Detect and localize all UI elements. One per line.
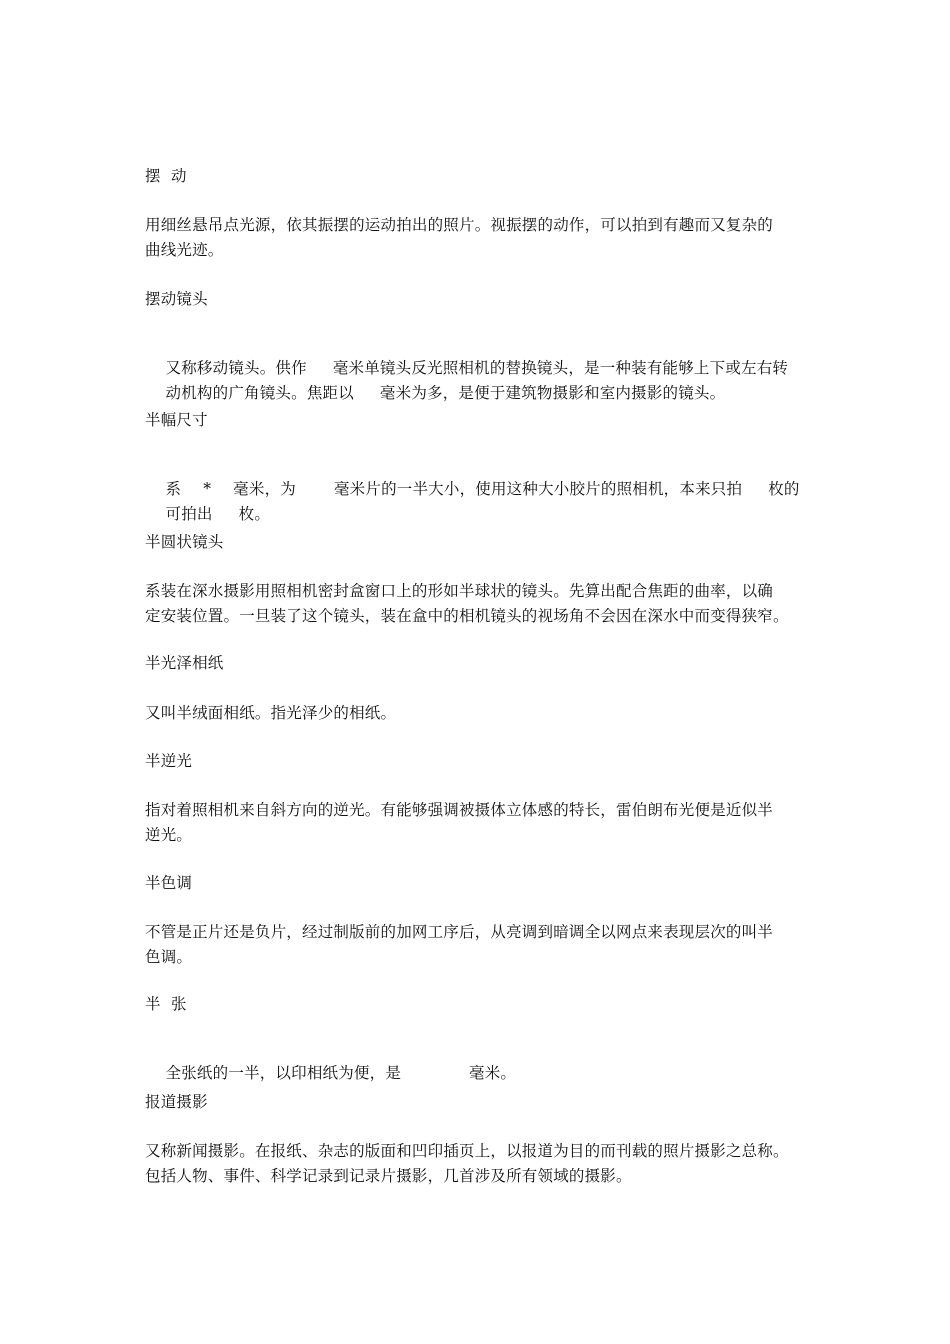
text-segment: 可拍出 bbox=[165, 505, 213, 523]
entry-definition-line: 又称新闻摄影。在报纸、杂志的版面和凹印插页上，以报道为目的而刊载的照片摄影之总称。 bbox=[145, 1142, 789, 1160]
entry-term: 半逆光 bbox=[145, 752, 193, 770]
text-segment: 枚。 bbox=[238, 505, 271, 523]
entry-definition-line: 用细丝悬吊点光源，依其振摆的运动拍出的照片。视振摆的动作，可以拍到有趣而又复杂的 bbox=[145, 216, 774, 234]
text-segment: 毫米单镜头反光照相机的替换镜头，是一种装有能够上下或左右转 bbox=[332, 359, 789, 377]
entry-term: 摆 动 bbox=[145, 167, 187, 185]
entry-term: 半圆状镜头 bbox=[145, 533, 224, 551]
entry-definition-line: 色调。 bbox=[145, 948, 193, 966]
text-segment: 毫米为多，是便于建筑物摄影和室内摄影的镜头。 bbox=[379, 384, 726, 402]
entry-definition-line: 曲线光迹。 bbox=[145, 241, 224, 259]
text-segment: 系 bbox=[165, 480, 182, 498]
text-segment: 毫米。 bbox=[469, 1064, 517, 1082]
entry-term: 半色调 bbox=[145, 874, 193, 892]
text-segment: 动机构的广角镜头。焦距以 bbox=[165, 384, 354, 402]
entry-term: 报道摄影 bbox=[145, 1093, 208, 1111]
entry-definition-line: 系装在深水摄影用照相机密封盒窗口上的形如半球状的镜头。先算出配合焦距的曲率，以确 bbox=[145, 582, 774, 600]
entry-definition-line: 又叫半绒面相纸。指光泽少的相纸。 bbox=[145, 704, 397, 722]
entry-definition-line: 逆光。 bbox=[145, 826, 193, 844]
text-segment: 又称移动镜头。供作 bbox=[165, 359, 307, 377]
text-segment: 毫米，为 bbox=[233, 480, 296, 498]
text-segment: 毫米片的一半大小，使用这种大小胶片的照相机，本来只拍 bbox=[333, 480, 743, 498]
text-segment: 全张纸的一半，以印相纸为便，是 bbox=[165, 1064, 402, 1082]
entry-term: 半 张 bbox=[145, 995, 187, 1013]
entry-definition-line: 定安装位置。一旦装了这个镜头，装在盒中的相机镜头的视场角不会因在深水中而变得狭窄。 bbox=[145, 607, 789, 625]
entry-term: 半光泽相纸 bbox=[145, 654, 224, 672]
entry-definition-line: 包括人物、事件、科学记录到记录片摄影，几首涉及所有领域的摄影。 bbox=[145, 1167, 632, 1185]
entry-definition-line: 不管是正片还是负片，经过制版前的加网工序后，从亮调到暗调全以网点来表现层次的叫半 bbox=[145, 923, 774, 941]
entry-definition-line bbox=[145, 363, 725, 423]
text-segment: 枚的 bbox=[768, 480, 800, 498]
entry-term: 半幅尺寸 bbox=[145, 411, 208, 429]
entry-definition-line: 指对着照相机来自斜方向的逆光。有能够强调被摄体立体感的特长，雷伯朗布光便是近似半 bbox=[145, 801, 774, 819]
text-segment: * bbox=[203, 480, 212, 498]
entry-term: 摆动镜头 bbox=[145, 290, 208, 308]
